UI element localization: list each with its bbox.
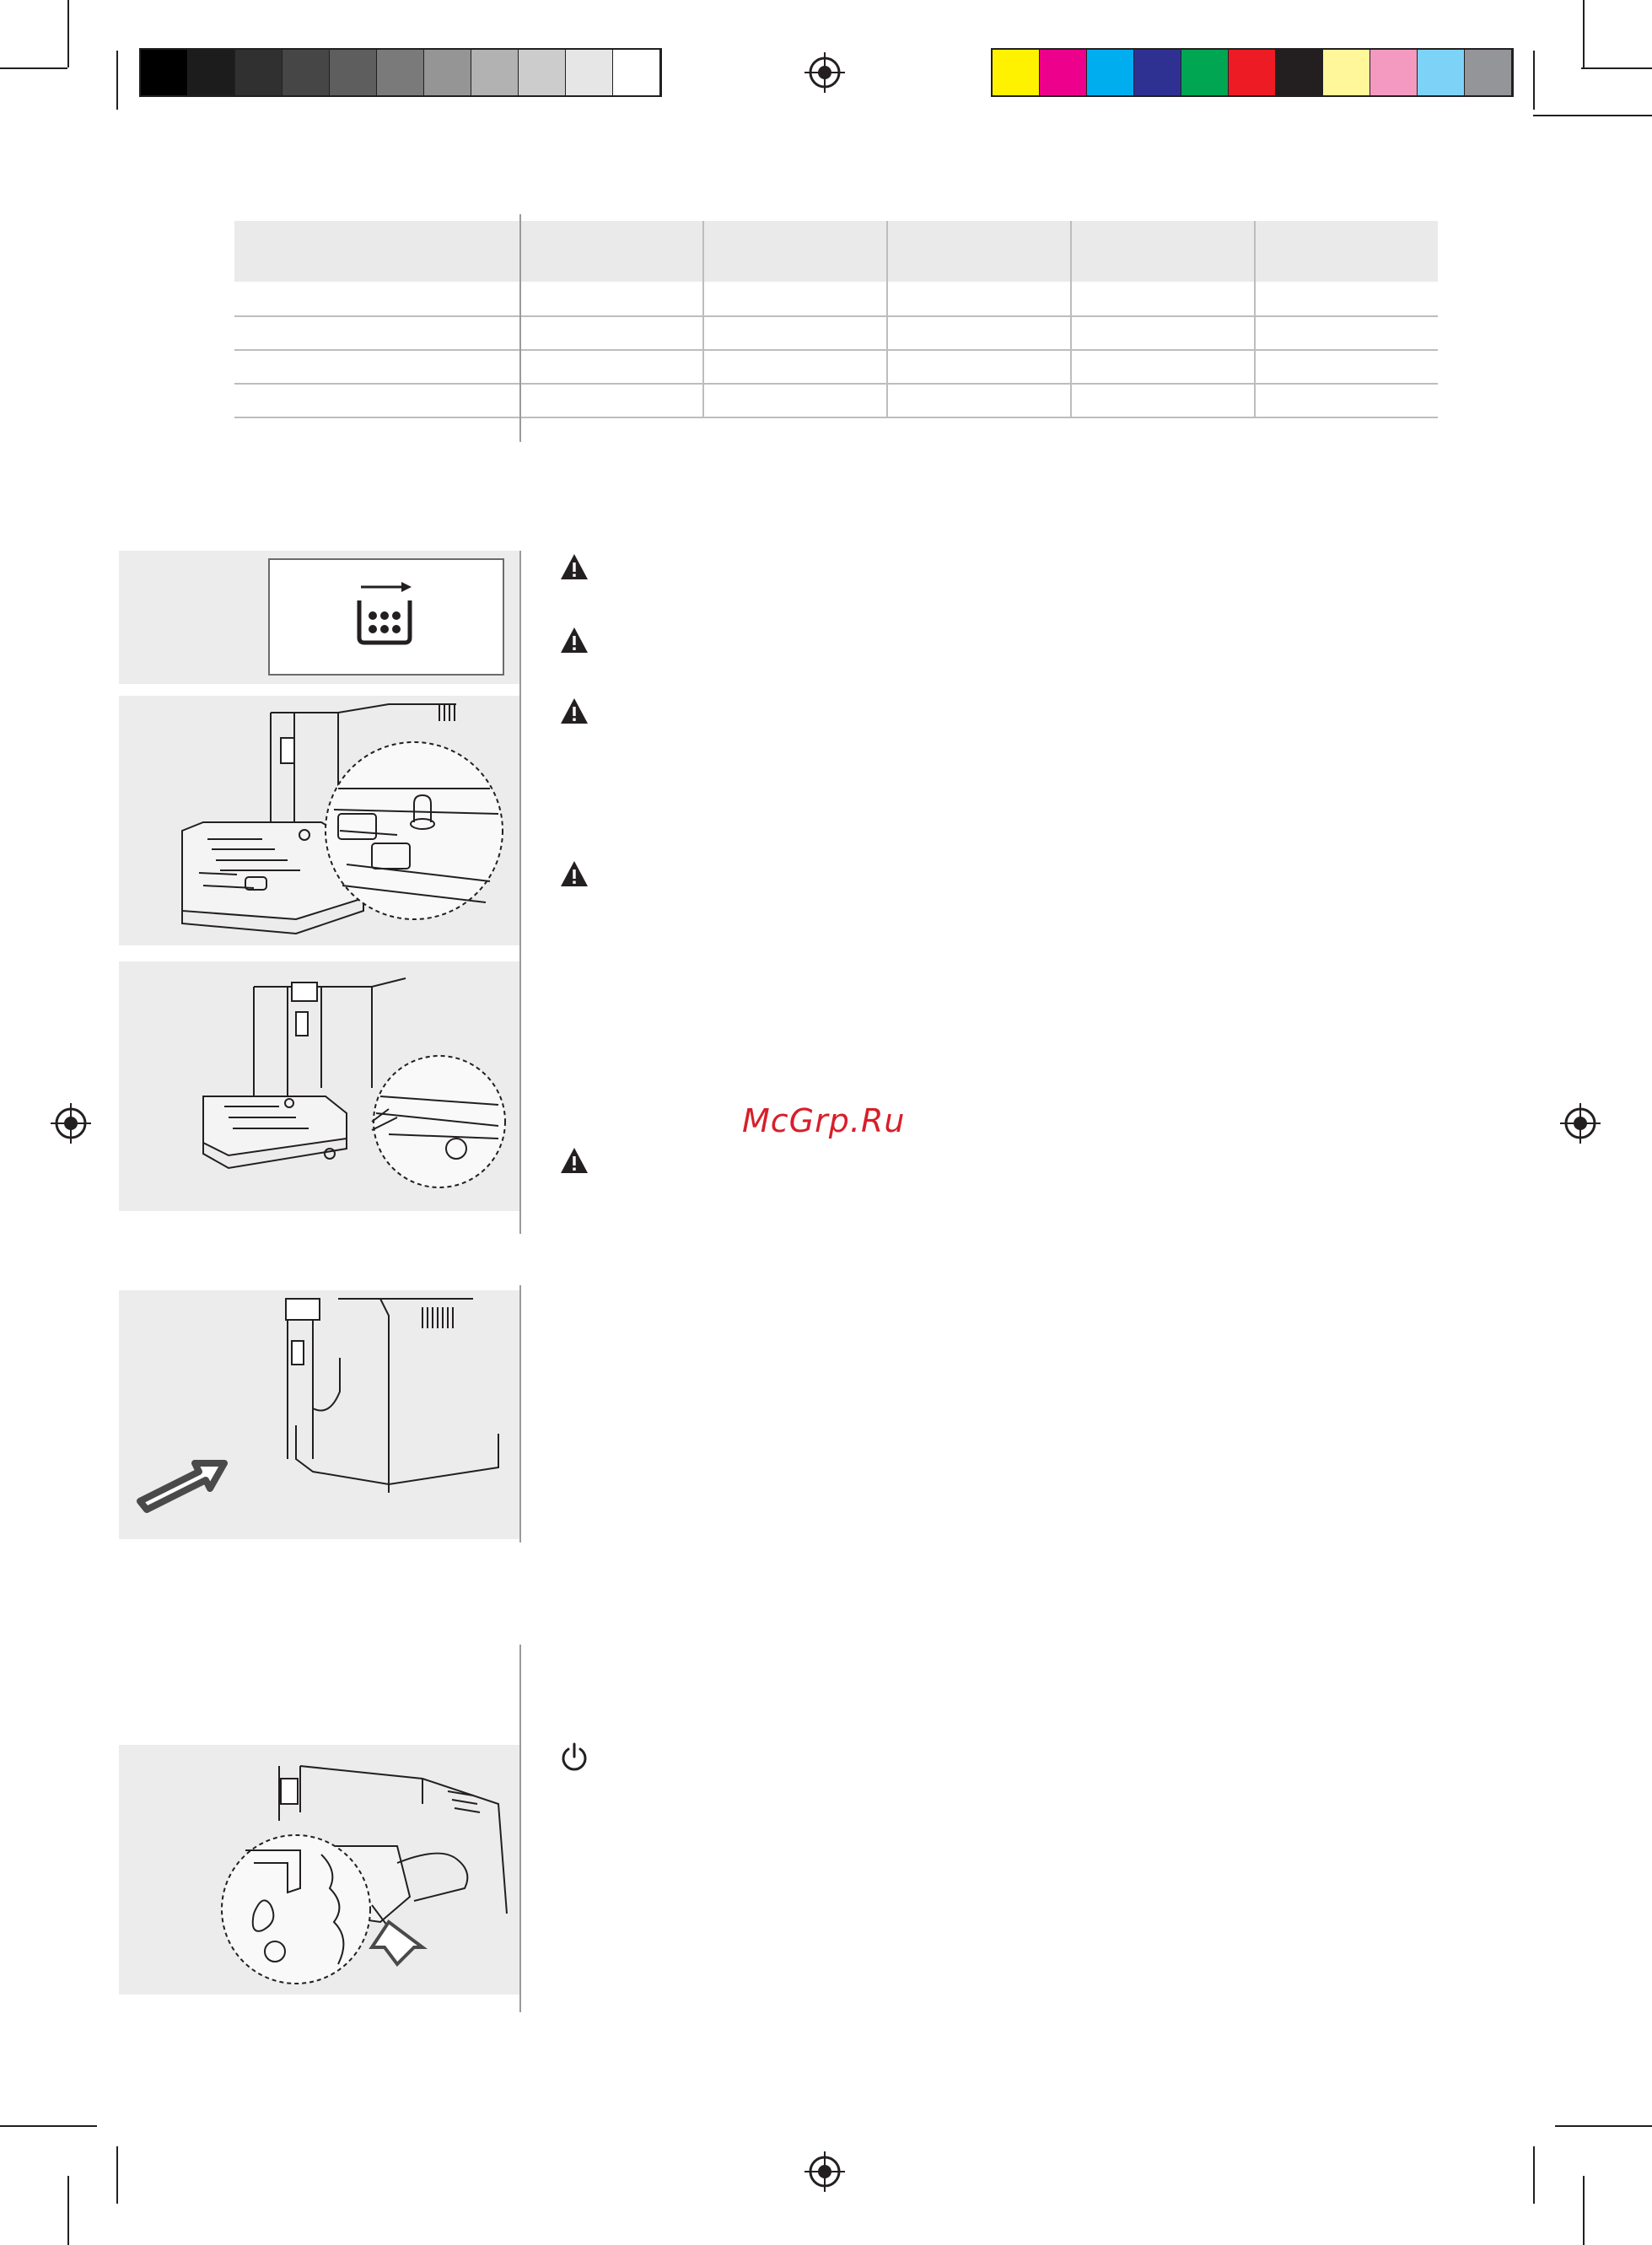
calibration-swatch [141,50,189,95]
crop-mark-bottom-right-v [1583,2176,1585,2245]
registration-mark-icon [804,2151,845,2192]
table-row-divider [234,383,1438,385]
table-column-divider [702,221,704,417]
warning-triangle-icon [560,697,589,724]
registration-mark-icon [1560,1103,1601,1144]
drip-tray-removal-illustration [119,961,519,1211]
calibration-swatch [1370,50,1418,95]
calibration-swatch [330,50,378,95]
table-column-divider [1254,221,1256,417]
warning-triangle-icon [560,627,589,654]
registration-mark-icon [51,1103,91,1144]
calibration-swatch [235,50,283,95]
brewing-unit-illustration [119,1745,519,1995]
calibration-swatch [377,50,425,95]
table-header-row [234,221,1438,282]
warning-triangle-icon [560,860,589,887]
crop-mark-bottom-left-v [67,2176,69,2245]
container-insert-illustration [119,1290,519,1539]
crop-mark-top-left-h [0,67,67,69]
warning-triangle-icon [560,553,589,580]
warning-triangle-icon [560,1147,589,1174]
calibration-swatch [1418,50,1466,95]
calibration-swatch [1229,50,1277,95]
calibration-swatch [1181,50,1230,95]
table-row-divider [234,315,1438,317]
crop-mark-bottom-right-inner [1533,2146,1535,2204]
crop-mark-top-left-inner [116,51,118,110]
table-row-divider [234,417,1438,418]
calibration-swatch [188,50,236,95]
calibration-swatch [471,50,519,95]
calibration-swatch [566,50,614,95]
calibration-swatch [519,50,567,95]
section-divider [519,1285,521,1542]
crop-mark-top-right-h [1581,67,1652,69]
calibration-swatch [993,50,1041,95]
table-column-divider [519,214,521,442]
crop-mark-top-right-inner [1533,51,1535,110]
section-divider [519,551,521,1234]
crop-mark-top-right-inner-h [1533,115,1652,116]
section-divider [519,1645,521,2012]
calibration-swatch [1134,50,1182,95]
calibration-swatch [1087,50,1135,95]
calibration-swatch [1465,50,1513,95]
watermark-text: McGrp.Ru [742,1102,906,1139]
calibration-swatch [283,50,331,95]
calibration-swatch [1276,50,1324,95]
table-column-divider [1070,221,1072,417]
calibration-swatch [1323,50,1371,95]
table-column-divider [886,221,888,417]
crop-mark-bottom-left-inner [116,2146,118,2204]
power-icon [560,1742,589,1772]
crop-mark-top-right-v [1583,0,1585,67]
grounds-container-icon [354,582,417,648]
crop-mark-top-left-v [67,0,69,67]
calibration-swatch [424,50,472,95]
crop-mark-bottom-right-h [1555,2125,1652,2127]
table-row-divider [234,349,1438,351]
registration-mark-icon [804,52,845,93]
crop-mark-bottom-left-h [0,2125,97,2127]
calibration-swatch [1040,50,1088,95]
drip-tray-illustration [119,696,519,945]
calibration-swatch [613,50,661,95]
